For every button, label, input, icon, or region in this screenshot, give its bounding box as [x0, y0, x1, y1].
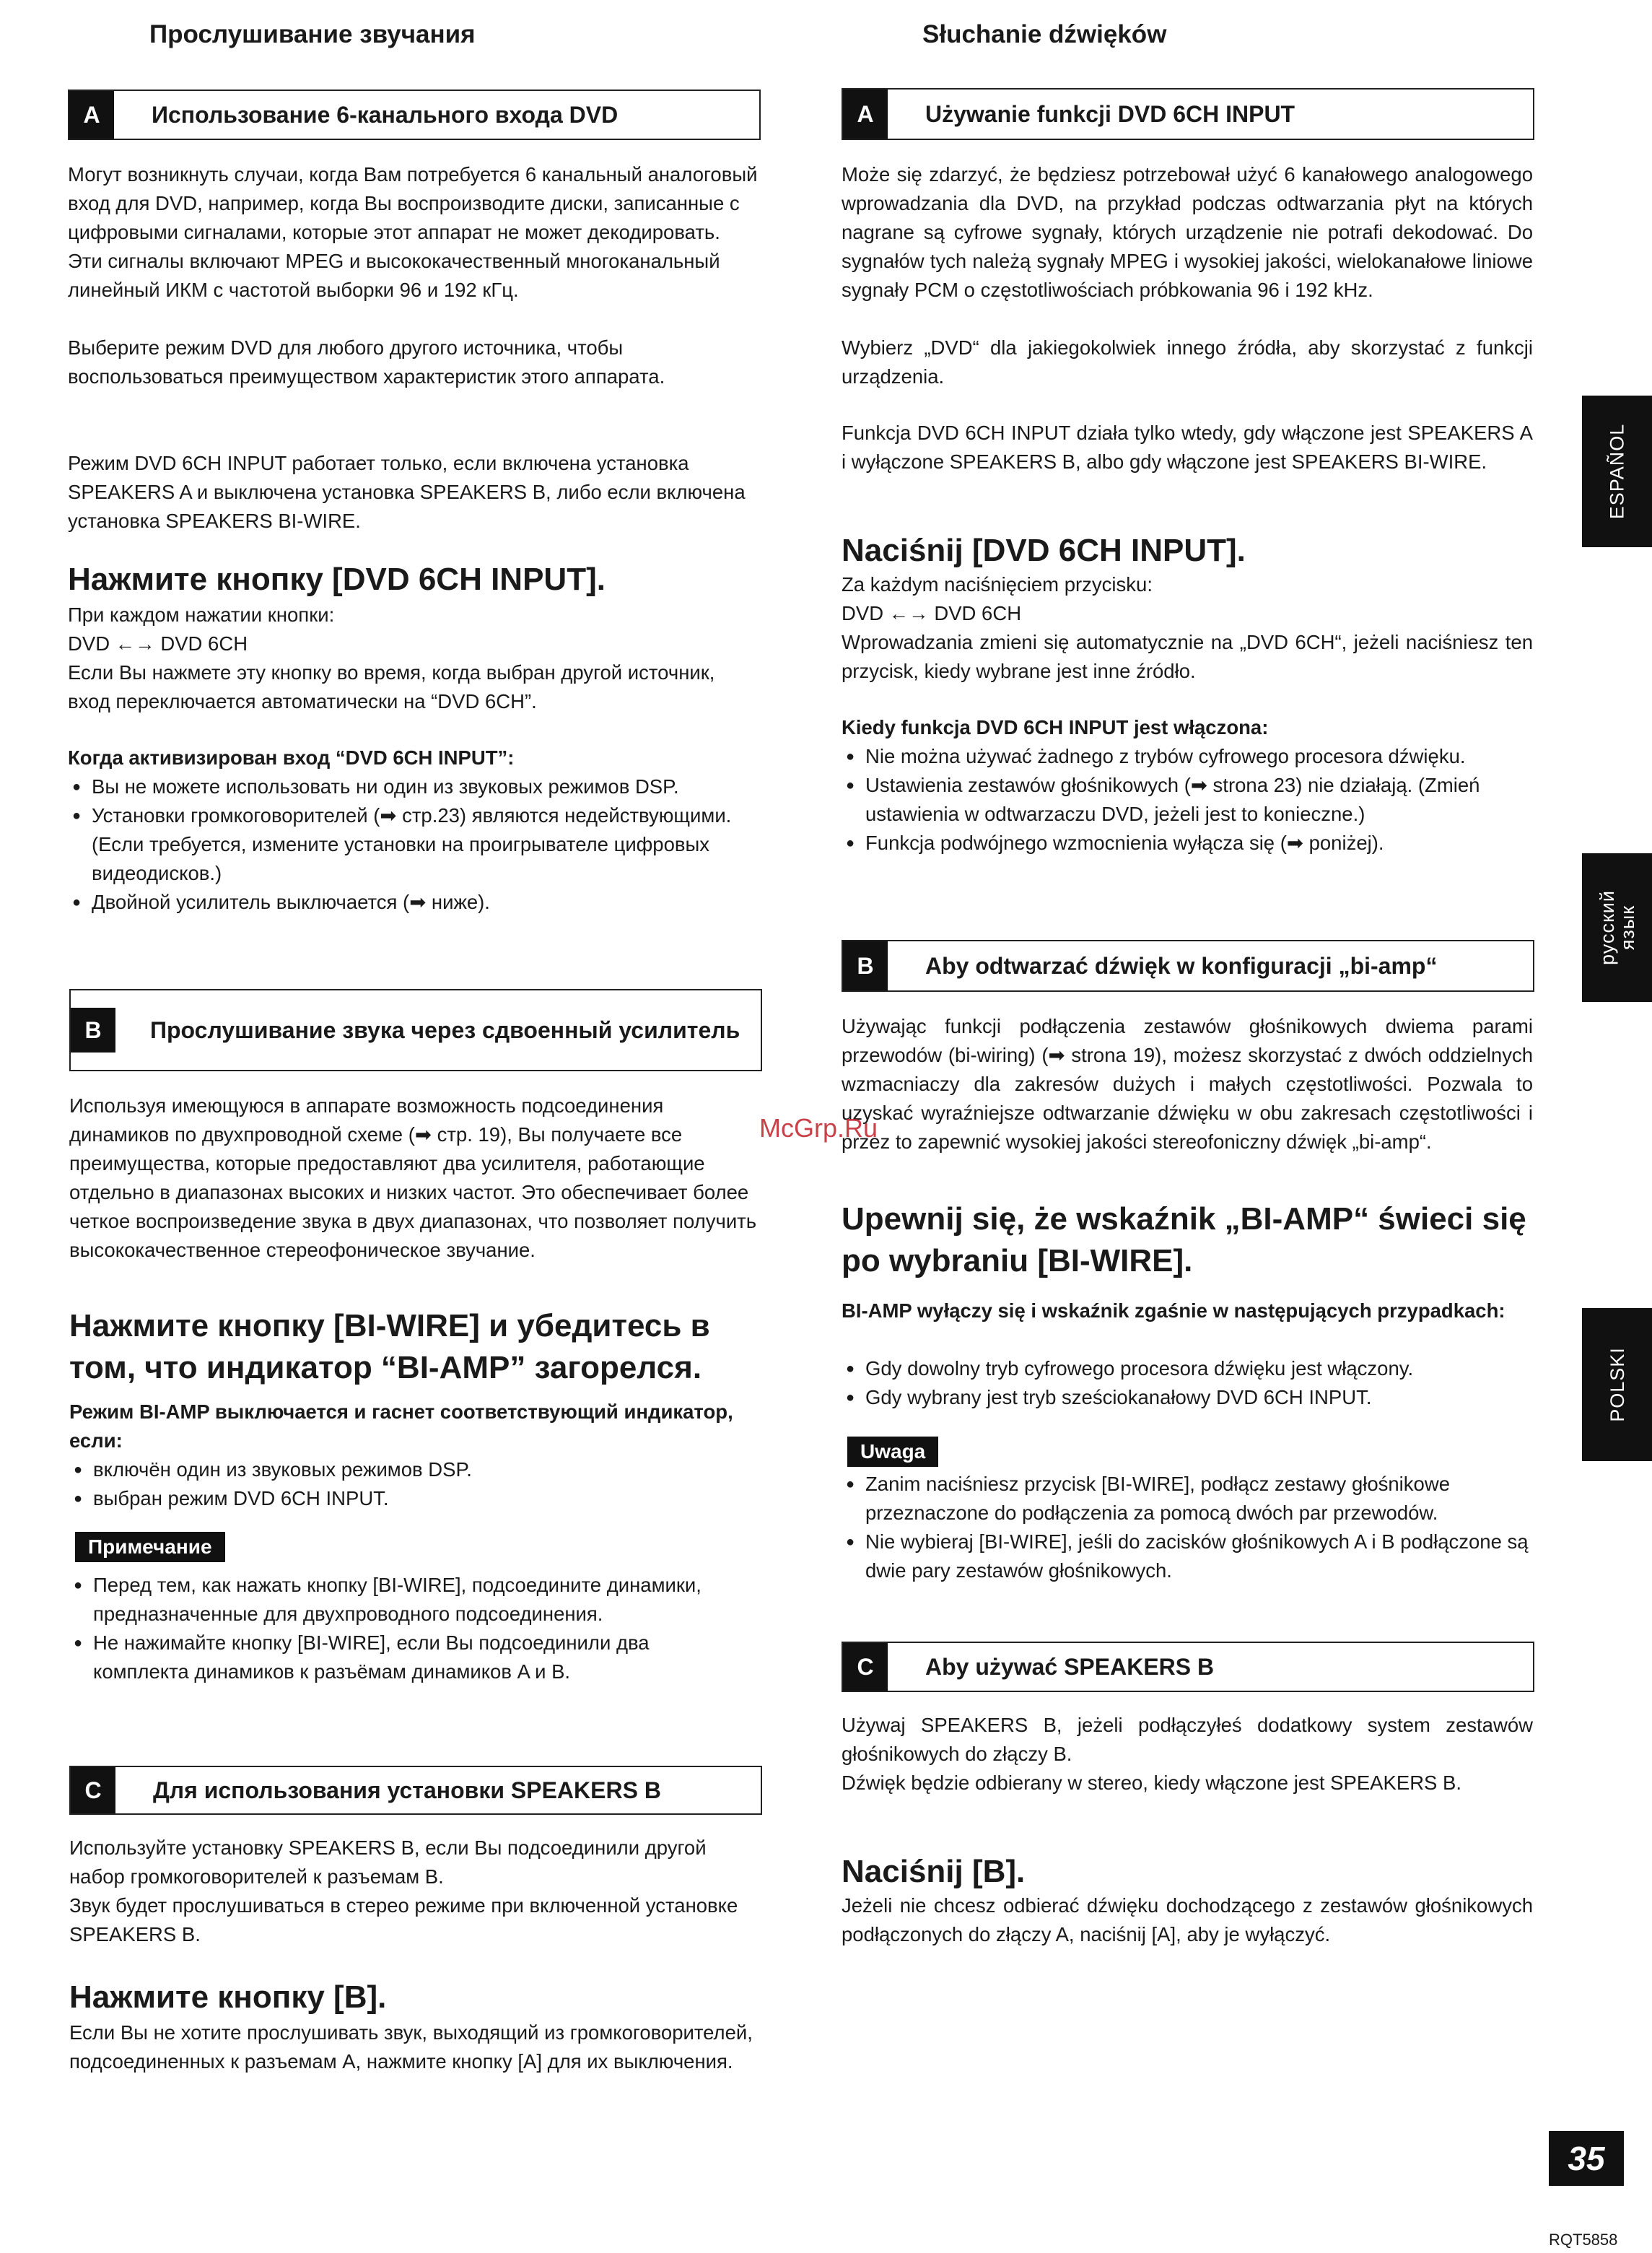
right-a-dvd-toggle: DVD ←→ DVD 6CH [842, 602, 1022, 624]
language-tab-polski-label: POLSKI [1606, 1347, 1628, 1422]
left-a-heading: Нажмите кнопку [DVD 6CH INPUT]. [68, 562, 606, 597]
right-a-paragraph-6: Wprowadzania zmieni się automatycznie na „DVD 6CH“, jeżeli naciśniesz ten przycisk, kiedy wybrane jest inne źródło. [842, 631, 1533, 682]
left-b-subheading: Режим BI-AMP выключается и гаснет соответствующий индикатор, если: [69, 1400, 733, 1452]
right-c-paragraph-2: Dźwięk będzie odbierany w stereo, kiedy włączone jest SPEAKERS B. [842, 1772, 1462, 1794]
left-b-paragraph-1: Используя имеющуюся в аппарате возможность подсоединения динамиков по двухпроводной схеме (➡ стр. 19), Вы получаете все преимущества, которые предоставляют два усилителя, работающие отдельно в диапазонах высоких и низких частот. Это обеспечивает более четкое воспроизведение звука в двух диапазонах, что позволяет получить высококачественное стереофоническое звучание. [69, 1094, 757, 1261]
right-section-a-header [842, 88, 1534, 140]
list-item: ● Двойной усилитель выключается (➡ ниже). [68, 888, 732, 917]
right-section-b-header [842, 940, 1534, 992]
left-b-heading: Нажмите кнопку [BI-WIRE] и убедитесь в том, что индикатор “BI-AMP” загорелся. [69, 1308, 710, 1385]
right-a-paragraph-4: Za każdym naciśnięciem przycisku: [842, 573, 1153, 596]
section-letter-c: C [71, 1767, 115, 1813]
right-section-b-title: Aby odtwarzać dźwięk w konfiguracji „bi-amp“ [925, 953, 1438, 979]
left-c-heading: Нажмите кнопку [B]. [69, 1979, 387, 2015]
language-tab-russian-label [1597, 890, 1638, 965]
language-tab-espanol [1582, 396, 1652, 547]
right-a-paragraph-3: Funkcja DVD 6CH INPUT działa tylko wtedy, gdy włączone jest SPEAKERS A i wyłączone SPEAKERS B, albo gdy włączone jest SPEAKERS BI-WIRE. [842, 422, 1533, 473]
list-item: ● Установки громкоговорителей (➡ стр.23) являются недействующими. (Если требуется, измените установки на проигрывателе цифровых видеодисков.) [68, 801, 732, 888]
right-a-subheading: Kiedy funkcja DVD 6CH INPUT jest włączona: [842, 716, 1269, 738]
right-c-paragraph-1: Używaj SPEAKERS B, jeżeli podłączyłeś dodatkowy system zestawów głośnikowych do złączy B. [842, 1714, 1533, 1765]
list-item: ● Nie wybieraj [BI-WIRE], jeśli do zacisków głośnikowych A i B podłączone są dwie pary zestawów głośnikowych. [842, 1528, 1533, 1585]
left-a-paragraph-2: Выберите режим DVD для любого другого источника, чтобы воспользоваться преимуществом характеристик этого аппарата. [68, 336, 665, 388]
right-section-a-title: Używanie funkcji DVD 6CH INPUT [925, 101, 1295, 127]
right-a-paragraph-2: Wybierz „DVD“ dla jakiegokolwiek innego źródła, aby skorzystać z funkcji urządzenia. [842, 336, 1533, 388]
right-a-heading: Naciśnij [DVD 6CH INPUT]. [842, 533, 1246, 568]
left-section-b-header [69, 989, 762, 1071]
list-item: ● Zanim naciśniesz przycisk [BI-WIRE], podłącz zestawy głośnikowe przeznaczone do podłączenia za pomocą dwóch par przewodów. [842, 1470, 1533, 1528]
right-b-heading: Upewnij się, że wskaźnik „BI-AMP“ świeci się po wybraniu [BI-WIRE]. [842, 1201, 1526, 1278]
list-item: ● Не нажимайте кнопку [BI-WIRE], если Вы подсоединили два комплекта динамиков к разъёмам динамиков A и B. [69, 1629, 733, 1686]
page-number: 35 [1549, 2131, 1624, 2186]
list-item: ● включён один из звуковых режимов DSP. [69, 1455, 733, 1484]
right-a-bullet-list [842, 742, 1533, 858]
list-item: ● Перед тем, как нажать кнопку [BI-WIRE], подсоедините динамики, предназначенные для двухпроводного подсоединения. [69, 1571, 733, 1629]
right-note-label: Uwaga [847, 1437, 938, 1467]
left-section-a-title: Использование 6-канального входа DVD [152, 102, 619, 128]
language-tab-russian-line-2: язык [1616, 905, 1638, 951]
left-a-paragraph-3: Режим DVD 6CH INPUT работает только, если включена установка SPEAKERS A и выключена установка SPEAKERS B, либо если включена установка SPEAKERS BI-WIRE. [68, 452, 746, 532]
section-letter-b: B [843, 941, 888, 990]
left-a-subheading: Когда активизирован вход “DVD 6CH INPUT”: [68, 746, 515, 769]
section-letter-c: C [843, 1643, 888, 1691]
left-b-bullet-list [69, 1455, 733, 1513]
left-section-b-title: Прослушивание звука через сдвоенный усилитель [150, 1017, 740, 1043]
list-item: ● Gdy dowolny tryb cyfrowego procesora dźwięku jest włączony. [842, 1354, 1533, 1383]
left-c-paragraph-1: Используйте установку SPEAKERS B, если Вы подсоединили другой набор громкоговорителей к разъемам B. [69, 1836, 707, 1888]
right-b-paragraph-1: Używając funkcji podłączenia zestawów głośnikowych dwiema parami przewodów (bi-wiring) (➡ strona 19), możesz skorzystać z dwóch oddzielnych wzmacniaczy dla zakresów dużych i małych częstotliwości. Pozwala to uzyskać wyraźniejsze odtwarzanie dźwięku w obu zakresach częstotliwości i przez to zapewnić wysokiej jakości stereofoniczny dźwięk „bi-amp“. [842, 1015, 1533, 1153]
list-item: ● Вы не можете использовать ни один из звуковых режимов DSP. [68, 772, 732, 801]
right-section-c-header [842, 1642, 1534, 1692]
section-letter-b: B [71, 1008, 115, 1053]
right-c-heading: Naciśnij [B]. [842, 1854, 1026, 1889]
left-a-paragraph-6: Если Вы нажмете эту кнопку во время, когда выбран другой источник, вход переключается автоматически на “DVD 6CH”. [68, 661, 715, 712]
section-letter-a: A [69, 91, 114, 139]
left-c-paragraph-2: Звук будет прослушиваться в стерео режиме при включенной установке SPEAKERS B. [69, 1894, 738, 1945]
left-section-a-header [68, 90, 761, 140]
right-note-list [842, 1470, 1533, 1585]
list-item: ● Funkcja podwójnego wzmocnienia wyłącza się (➡ poniżej). [842, 829, 1533, 858]
left-section-c-header [69, 1766, 762, 1815]
list-item: ● Ustawienia zestawów głośnikowych (➡ strona 23) nie działają. (Zmień ustawienia w odtwarzaczu DVD, jeżeli jest to konieczne.) [842, 771, 1533, 829]
right-column-title: Słuchanie dźwięków [922, 20, 1167, 48]
right-b-subheading: BI-AMP wyłączy się i wskaźnik zgaśnie w następujących przypadkach: [842, 1299, 1505, 1322]
right-section-c-title: Aby używać SPEAKERS B [925, 1654, 1215, 1680]
language-tab-russian-line-1: русский [1596, 890, 1618, 965]
list-item: ● выбран режим DVD 6CH INPUT. [69, 1484, 733, 1513]
left-a-dvd-toggle: DVD ←→ DVD 6CH [68, 632, 248, 655]
left-a-paragraph-4: При каждом нажатии кнопки: [68, 603, 335, 626]
right-a-paragraph-1: Może się zdarzyć, że będziesz potrzebował użyć 6 kanałowego analogowego wprowadzania dla DVD, na przykład podczas odtwarzania płyt na których nagrane są cyfrowe sygnały, których urządzenie nie potrafi dekodować. Do sygnałów tych należą sygnały MPEG i wysokiej jakości, wielokanałowe liniowe sygnały PCM o częstotliwościach próbkowania 96 i 192 kHz. [842, 163, 1533, 301]
list-item: ● Nie można używać żadnego z trybów cyfrowego procesora dźwięku. [842, 742, 1533, 771]
document-code: RQT5858 [1549, 2231, 1618, 2249]
right-c-paragraph-3: Jeżeli nie chcesz odbierać dźwięku dochodzącego z zestawów głośnikowych podłączonych do złączy A, naciśnij [A], aby je wyłączyć. [842, 1894, 1533, 1945]
left-a-bullet-list [68, 772, 732, 917]
list-item: ● Gdy wybrany jest tryb sześciokanałowy DVD 6CH INPUT. [842, 1383, 1533, 1412]
section-letter-a: A [843, 90, 888, 139]
left-c-paragraph-3: Если Вы не хотите прослушивать звук, выходящий из громкоговорителей, подсоединенных к разъемам A, нажмите кнопку [A] для их выключения. [69, 2021, 753, 2073]
left-note-list [69, 1571, 733, 1686]
left-note-label: Примечание [75, 1532, 225, 1562]
language-tab-russian [1582, 853, 1652, 1002]
left-a-paragraph-1: Могут возникнуть случаи, когда Вам потребуется 6 канальный аналоговый вход для DVD, например, когда Вы воспроизводите диски, записанные с цифровыми сигналами, которые этот аппарат не может декодировать. Эти сигналы включают MPEG и высококачественный многоканальный линейный ИКМ с частотой выборки 96 и 192 кГц. [68, 163, 758, 301]
left-section-c-title: Для использования установки SPEAKERS B [153, 1777, 661, 1803]
watermark: McGrp.Ru [759, 1113, 878, 1143]
language-tab-espanol-label: ESPAÑOL [1606, 423, 1628, 520]
right-b-bullet-list [842, 1354, 1533, 1412]
left-column-title: Прослушивание звучания [149, 20, 476, 48]
language-tab-polski [1582, 1308, 1652, 1461]
